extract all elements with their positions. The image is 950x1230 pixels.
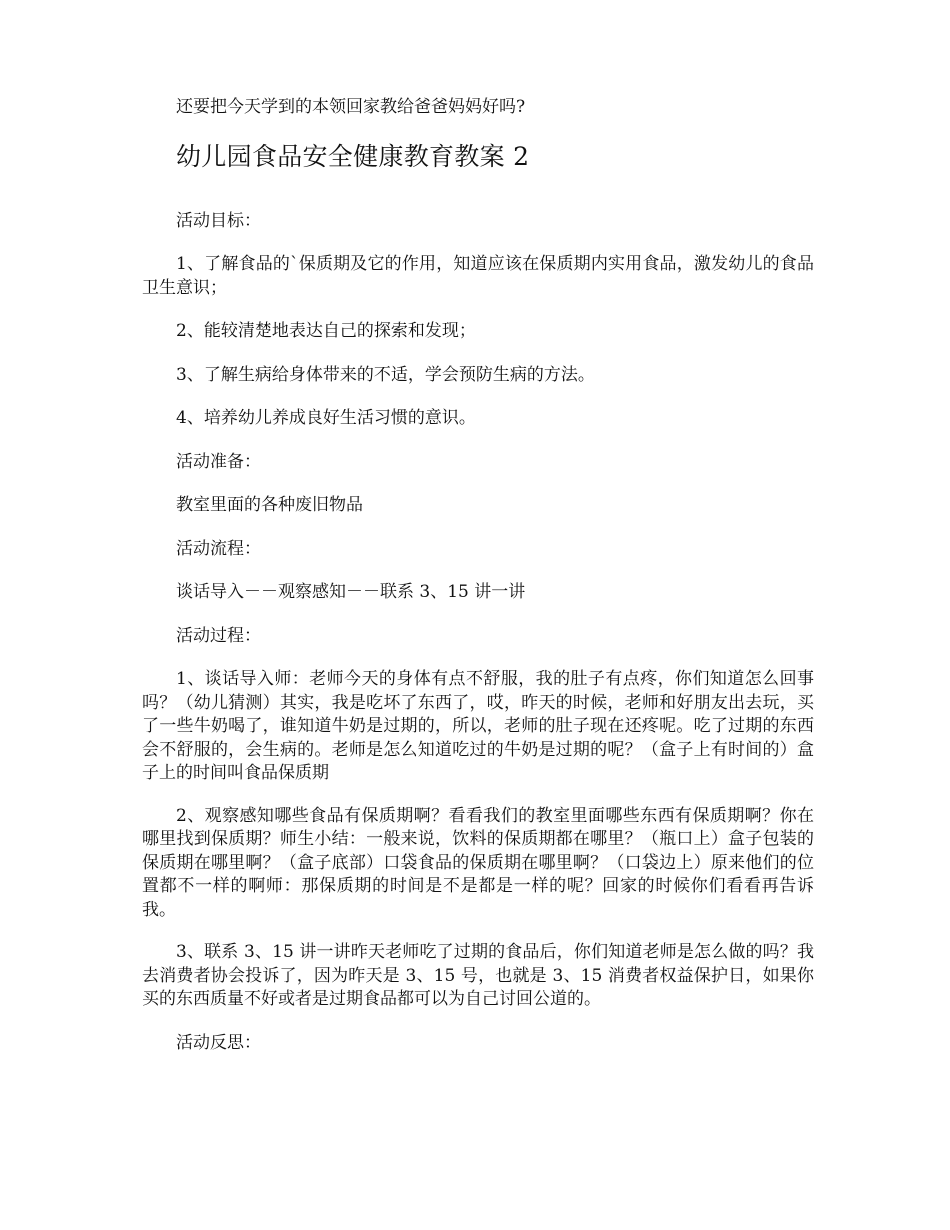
- intro-line: 还要把今天学到的本领回家教给爸爸妈妈好吗?: [176, 97, 526, 117]
- goal-item-2: 2、能较清楚地表达自己的探索和发现；: [176, 321, 476, 341]
- preparation-text: 教室里面的各种废旧物品: [176, 495, 363, 515]
- heading-activity-goals: 活动目标：: [176, 210, 261, 231]
- heading-activity-flow: 活动流程：: [176, 538, 261, 559]
- process-step-1: 1、谈话导入师：老师今天的身体有点不舒服，我的肚子有点疼，你们知道怎么回事吗？（幼儿猜测）其实，我是吃坏了东西了，哎，昨天的时候，老师和好朋友出去玩，买了一些牛奶喝了，谁知道牛奶是过期的，所以，老师的肚子现在还疼呢。吃了过期的东西会不舒服的，会生病的。老师是怎么知道吃过的牛奶是过期的呢？（盒子上有时间的）盒子上的时间叫食品保质期: [142, 669, 814, 783]
- process-step-2: 2、观察感知哪些食品有保质期啊？看看我们的教室里面哪些东西有保质期啊？你在哪里找到保质期？师生小结：一般来说，饮料的保质期都在哪里？（瓶口上）盒子包装的保质期在哪里啊？（盒子底部）口袋食品的保质期在哪里啊？（口袋边上）原来他们的位置都不一样的啊师：那保质期的时间是不是都是一样的呢？回家的时候你们看看再告诉我。: [142, 805, 814, 920]
- heading-activity-preparation: 活动准备：: [176, 451, 261, 472]
- goal-item-4: 4、培养幼儿养成良好生活习惯的意识。: [176, 408, 476, 428]
- flow-text: 谈话导入－－观察感知－－联系 3、15 讲一讲: [176, 582, 526, 602]
- goal-item-3: 3、了解生病给身体带来的不适，学会预防生病的方法。: [176, 364, 595, 385]
- document-title: 幼儿园食品安全健康教育教案 2: [176, 141, 530, 171]
- goal-item-1: 1、了解食品的`保质期及它的作用，知道应该在保质期内实用食品，激发幼儿的食品卫生意识；: [142, 254, 814, 298]
- process-step-3: 3、联系 3、15 讲一讲昨天老师吃了过期的食品后，你们知道老师是怎么做的吗？我去消费者协会投诉了，因为昨天是 3、15 号，也就是 3、15 消费者权益保护日，如果你买的东西质量不好或者是过期食品都可以为自己讨回公道的。: [142, 942, 814, 1009]
- heading-activity-process: 活动过程：: [176, 625, 261, 646]
- document-body: [142, 96, 814, 1055]
- heading-activity-reflection: 活动反思：: [176, 1032, 261, 1053]
